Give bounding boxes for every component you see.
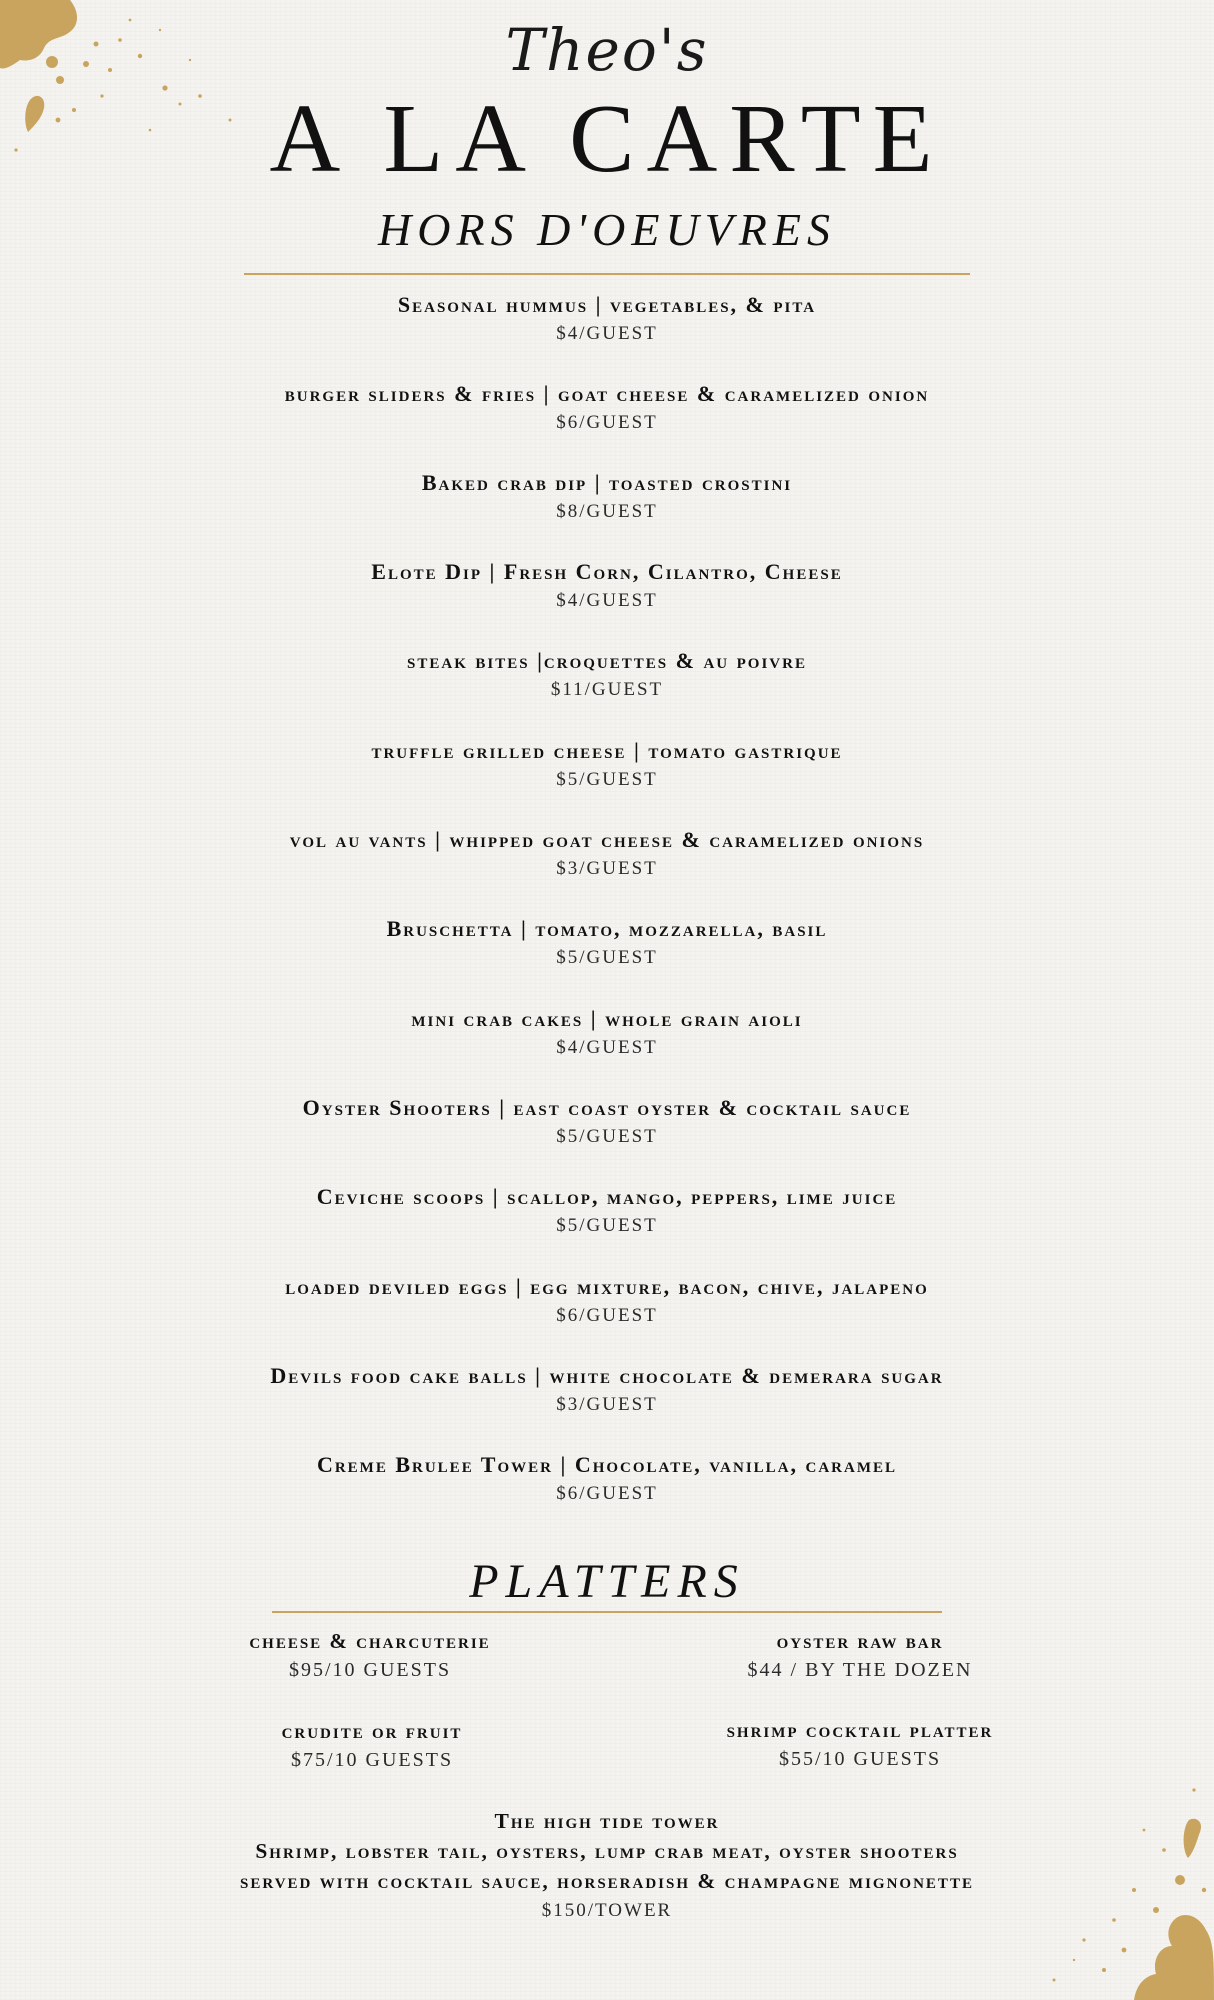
platter-item-name: cheese & charcuterie: [249, 1629, 491, 1653]
menu-item-name: mini crab cakes | whole grain aioli: [411, 1006, 803, 1031]
platter-item-price: $55/10 GUESTS: [778, 1748, 942, 1770]
menu-item: [0, 290, 1214, 348]
menu-item: [0, 825, 1214, 883]
menu-item-price: $4/GUEST: [556, 323, 658, 344]
menu-item: [0, 1093, 1214, 1151]
menu-item: [0, 468, 1214, 526]
menu-item-name: burger sliders & fries | goat cheese & caramelized onion: [284, 381, 930, 406]
menu-item-price: $4/GUEST: [556, 590, 658, 611]
menu-item-name: Baked crab dip | toasted crostini: [421, 470, 793, 495]
menu-item-name: Seasonal hummus | vegetables, & pita: [397, 292, 817, 317]
menu-item: [0, 1450, 1214, 1508]
menu-item-name: truffle grilled cheese | tomato gastrique: [371, 738, 843, 763]
menu-item: [0, 736, 1214, 794]
menu-item: [0, 379, 1214, 437]
menu-item-price: $8/GUEST: [556, 501, 658, 522]
menu-item-price: $3/GUEST: [556, 1394, 658, 1415]
platter-item: [120, 1626, 620, 1684]
section-title-hors-doeuvres: HORS D'OEUVRES: [378, 204, 836, 255]
menu-item-name: steak bites |croquettes & au poivre: [407, 648, 807, 673]
menu-item-name: vol au vants | whipped goat cheese & caramelized onions: [289, 827, 925, 852]
menu-item-name: Elote Dip | Fresh Corn, Cilantro, Cheese: [371, 559, 843, 584]
menu-item-price: $5/GUEST: [556, 1126, 658, 1147]
menu-item: [0, 646, 1214, 704]
platter-item: [122, 1716, 622, 1774]
tower-name: The high tide tower: [494, 1809, 720, 1833]
menu-item-price: $3/GUEST: [556, 858, 658, 879]
menu-item-price: $6/GUEST: [556, 412, 658, 433]
platter-item-price: $75/10 GUESTS: [290, 1749, 454, 1771]
platter-item: [610, 1715, 1110, 1773]
platter-item-name: oyster raw bar: [776, 1629, 944, 1653]
menu-item-price: $5/GUEST: [556, 769, 658, 790]
restaurant-script-logo: Theo's: [505, 16, 709, 84]
menu-item-name: Creme Brulee Tower | Chocolate, vanilla, caramel: [316, 1452, 898, 1477]
platter-item: [610, 1626, 1110, 1684]
menu-item-name: Ceviche scoops | scallop, mango, peppers, lime juice: [316, 1184, 898, 1209]
menu-item: [0, 557, 1214, 615]
high-tide-tower: [0, 1806, 1214, 1926]
menu-item-name: Oyster Shooters | east coast oyster & cocktail sauce: [302, 1095, 912, 1120]
menu-item-name: Bruschetta | tomato, mozzarella, basil: [386, 916, 828, 941]
menu-item-price: $4/GUEST: [556, 1037, 658, 1058]
gold-divider: [244, 273, 970, 275]
menu-item: [0, 914, 1214, 972]
menu-item-price: $5/GUEST: [556, 947, 658, 968]
menu-item: [0, 1361, 1214, 1419]
tower-description-line: served with cocktail sauce, horseradish & champagne mignonette: [240, 1869, 974, 1893]
menu-item-price: $5/GUEST: [556, 1215, 658, 1236]
gold-divider: [272, 1611, 942, 1613]
menu-item-price: $6/GUEST: [556, 1483, 658, 1504]
platter-item-name: crudite or fruit: [281, 1719, 463, 1743]
menu-item: [0, 1004, 1214, 1062]
menu-item-name: Devils food cake balls | white chocolate & demerara sugar: [270, 1363, 944, 1388]
menu-item-name: loaded deviled eggs | egg mixture, bacon, chive, jalapeno: [285, 1274, 929, 1299]
platter-item-price: $95/10 GUESTS: [288, 1659, 452, 1681]
tower-description-line: Shrimp, lobster tail, oysters, lump crab meat, oyster shooters: [255, 1839, 959, 1863]
menu-title: A LA CARTE: [269, 85, 945, 193]
menu-item: [0, 1272, 1214, 1330]
menu-item-price: $11/GUEST: [550, 679, 664, 700]
section-title-platters: PLATTERS: [469, 1555, 745, 1608]
platter-item-name: shrimp cocktail platter: [726, 1718, 994, 1742]
menu-item: [0, 1182, 1214, 1240]
platter-item-price: $44 / BY THE DOZEN: [747, 1659, 973, 1681]
menu-item-price: $6/GUEST: [556, 1305, 658, 1326]
tower-price: $150/TOWER: [541, 1900, 673, 1921]
